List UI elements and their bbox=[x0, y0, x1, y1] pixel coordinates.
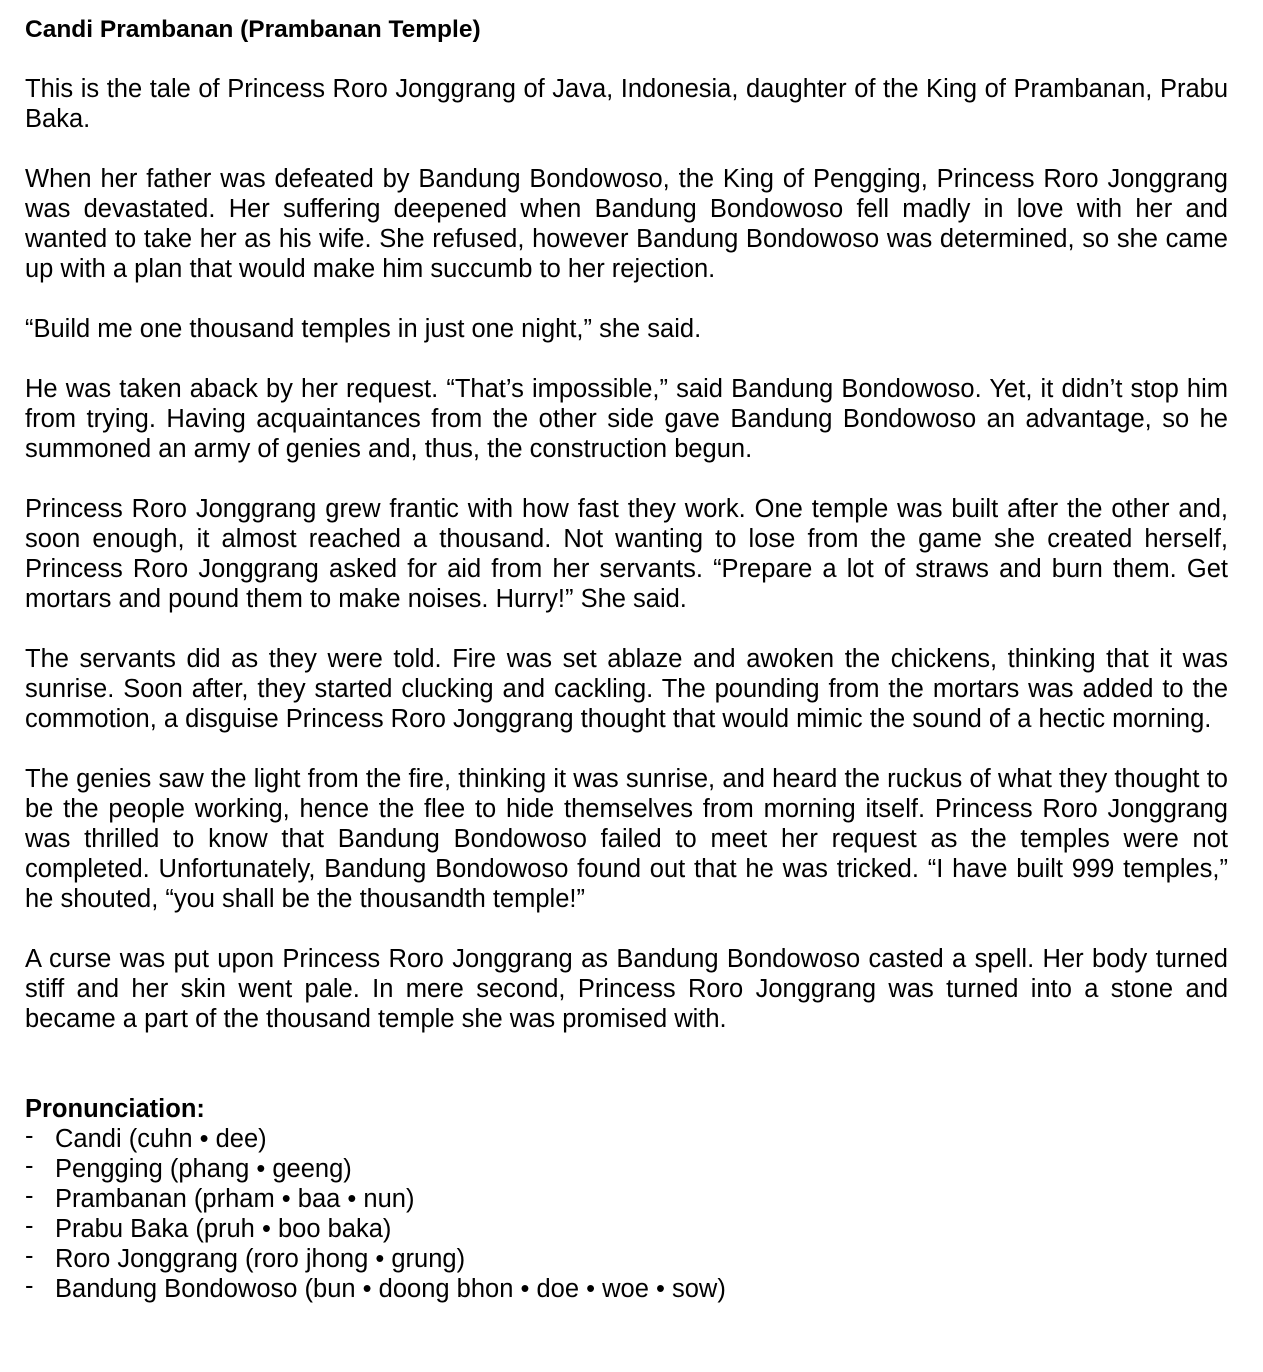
pronunciation-item bbox=[25, 1214, 1228, 1244]
pronunciation-item bbox=[25, 1124, 1228, 1154]
pronunciation-list bbox=[25, 1124, 1228, 1304]
pronunciation-item bbox=[25, 1274, 1228, 1304]
pronunciation-text: Bandung Bondowoso (bun • doong bhon • doe • woe • sow) bbox=[55, 1275, 726, 1303]
list-dash: - bbox=[25, 1122, 34, 1150]
pronunciation-text: Roro Jonggrang (roro jhong • grung) bbox=[55, 1245, 466, 1273]
list-dash: - bbox=[25, 1242, 34, 1270]
paragraph-curse: A curse was put upon Princess Roro Jonggrang as Bandung Bondowoso casted a spell. Her body turned stiff and her skin went pale. In mere second, Princess Roro Jonggrang was turned into a stone and became a part of the thousand temple she was promised with. bbox=[25, 945, 1228, 1033]
list-dash: - bbox=[25, 1212, 34, 1240]
list-dash: - bbox=[25, 1182, 34, 1210]
paragraph-genies-flee: The genies saw the light from the fire, thinking it was sunrise, and heard the ruckus of what they thought to be the people working, hence the flee to hide themselves from morning itself. Princess Roro Jonggrang was thrilled to know that Bandung Bondowoso failed to meet her request as the temples were not completed. Unfortunately, Bandung Bondowoso found out that he was tricked. “I have built 999 temples,” he shouted, “you shall be the thousandth temple!” bbox=[25, 765, 1228, 913]
pronunciation-item bbox=[25, 1244, 1228, 1274]
paragraph-defeat: When her father was defeated by Bandung Bondowoso, the King of Pengging, Princess Roro Jonggrang was devastated. Her suffering deepened when Bandung Bondowoso fell madly in love with her and wanted to take her as his wife. She refused, however Bandung Bondowoso was determined, so she came up with a plan that would make him succumb to her rejection. bbox=[25, 165, 1228, 283]
paragraph-intro: This is the tale of Princess Roro Jonggrang of Java, Indonesia, daughter of the King of Prambanan, Prabu Baka. bbox=[25, 75, 1228, 133]
list-dash: - bbox=[25, 1152, 34, 1180]
pronunciation-text: Prambanan (prham • baa • nun) bbox=[55, 1185, 415, 1213]
paragraph-construction: He was taken aback by her request. “That’s impossible,” said Bandung Bondowoso. Yet, it didn’t stop him from trying. Having acquaintances from the other side gave Bandung Bondowoso an advantage, so he summoned an army of genies and, thus, the construction begun. bbox=[25, 375, 1228, 463]
pronunciation-text: Candi (cuhn • dee) bbox=[55, 1125, 267, 1153]
pronunciation-heading: Pronunciation: bbox=[25, 1095, 205, 1123]
pronunciation-text: Pengging (phang • geeng) bbox=[55, 1155, 352, 1183]
document-title: Candi Prambanan (Prambanan Temple) bbox=[25, 16, 481, 43]
pronunciation-text: Prabu Baka (pruh • boo baka) bbox=[55, 1215, 392, 1243]
paragraph-commotion: The servants did as they were told. Fire was set ablaze and awoken the chickens, thinking that it was sunrise. Soon after, they started clucking and cackling. The pounding from the mortars was added to the commotion, a disguise Princess Roro Jonggrang thought that would mimic the sound of a hectic morning. bbox=[25, 645, 1228, 733]
pronunciation-item bbox=[25, 1184, 1228, 1214]
paragraph-servants-plan: Princess Roro Jonggrang grew frantic with how fast they work. One temple was built after the other and, soon enough, it almost reached a thousand. Not wanting to lose from the game she created herself, Princess Roro Jonggrang asked for aid from her servants. “Prepare a lot of straws and burn them. Get mortars and pound them to make noises. Hurry!” She said. bbox=[25, 495, 1228, 613]
paragraph-request: “Build me one thousand temples in just one night,” she said. bbox=[25, 315, 702, 343]
pronunciation-item bbox=[25, 1154, 1228, 1184]
list-dash: - bbox=[25, 1272, 34, 1300]
